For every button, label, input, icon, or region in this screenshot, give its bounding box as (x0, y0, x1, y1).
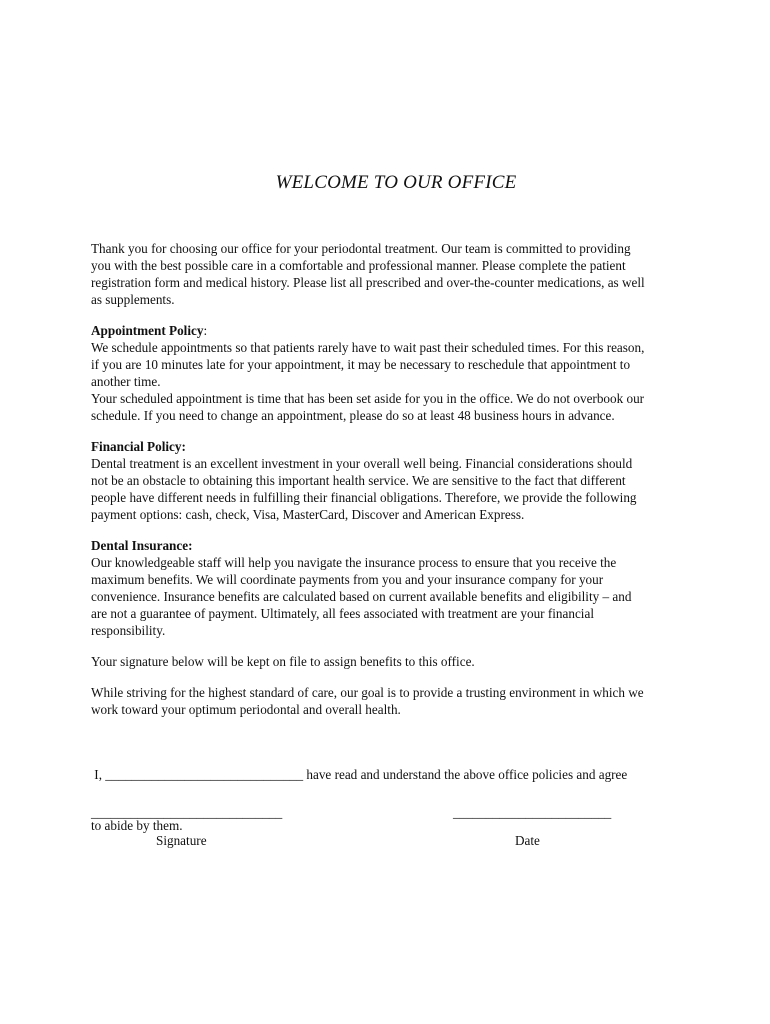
intro-line: as supplements. (91, 292, 175, 307)
intro-line: registration form and medical history. Please list all prescribed and over-the-counter medications, as well (91, 275, 645, 290)
document-title: WELCOME TO OUR OFFICE (275, 172, 517, 193)
standard-of-care-line: work toward your optimum periodontal and overall health. (91, 702, 401, 717)
standard-of-care-paragraph (91, 684, 681, 718)
signature-note-line: Your signature below will be kept on file to assign benefits to this office. (91, 654, 475, 669)
financial-policy-line: Dental treatment is an excellent investment in your overall well being. Financial considerations should (91, 456, 633, 471)
intro-paragraph (91, 240, 681, 308)
document-page (91, 0, 681, 1024)
financial-policy-section (91, 438, 681, 523)
appointment-policy-heading: Appointment Policy (91, 323, 204, 338)
appointment-policy-heading-line (91, 322, 681, 339)
dental-insurance-section (91, 537, 681, 639)
standard-of-care-line: While striving for the highest standard of care, our goal is to provide a trusting environment in which we (91, 685, 644, 700)
financial-policy-heading: Financial Policy: (91, 439, 186, 454)
dental-insurance-line: Our knowledgeable staff will help you navigate the insurance process to ensure that you receive the (91, 555, 617, 570)
dental-insurance-line: convenience. Insurance benefits are calculated based on current available benefits and eligibility – and (91, 589, 632, 604)
appointment-policy-section (91, 322, 681, 424)
signature-row (91, 805, 681, 865)
dental-insurance-heading: Dental Insurance: (91, 538, 193, 553)
intro-line: you with the best possible care in a comfortable and professional manner. Please complete the patient (91, 258, 626, 273)
date-line: ________________________ (453, 805, 612, 820)
signature-line: _____________________________ (91, 805, 283, 820)
signature-note-paragraph (91, 653, 681, 670)
intro-line: Thank you for choosing our office for your periodontal treatment. Our team is committed to providing (91, 241, 631, 256)
appointment-policy-line: We schedule appointments so that patients rarely have to wait past their scheduled times. For this reason, (91, 340, 645, 355)
document-body (91, 240, 681, 882)
financial-policy-line: payment options: cash, check, Visa, MasterCard, Discover and American Express. (91, 507, 525, 522)
dental-insurance-line: are not a guarantee of payment. Ultimately, all fees associated with treatment are your financial (91, 606, 594, 621)
appointment-policy-line: Your scheduled appointment is time that has been set aside for you in the office. We do not overbook our (91, 391, 645, 406)
financial-policy-line: not be an obstacle to obtaining this important health service. We are sensitive to the fact that different (91, 473, 626, 488)
appointment-policy-heading-colon: : (203, 323, 208, 338)
dental-insurance-line: maximum benefits. We will coordinate payments from you and your insurance company for your (91, 572, 604, 587)
financial-policy-line: people have different needs in fulfilling their financial obligations. Therefore, we provide the following (91, 490, 637, 505)
appointment-policy-line: if you are 10 minutes late for your appointment, it may be necessary to reschedule that appointment to (91, 357, 631, 372)
acknowledgement-line: I, ______________________________ have read and understand the above office policies and agree (91, 767, 628, 782)
acknowledgement-line: to abide by them. (91, 818, 183, 833)
appointment-policy-line: schedule. If you need to change an appointment, please do so at least 48 business hours in advance. (91, 408, 615, 423)
dental-insurance-line: responsibility. (91, 623, 166, 638)
date-label: Date (515, 833, 540, 848)
signature-label: Signature (156, 833, 207, 848)
appointment-policy-line: another time. (91, 374, 161, 389)
